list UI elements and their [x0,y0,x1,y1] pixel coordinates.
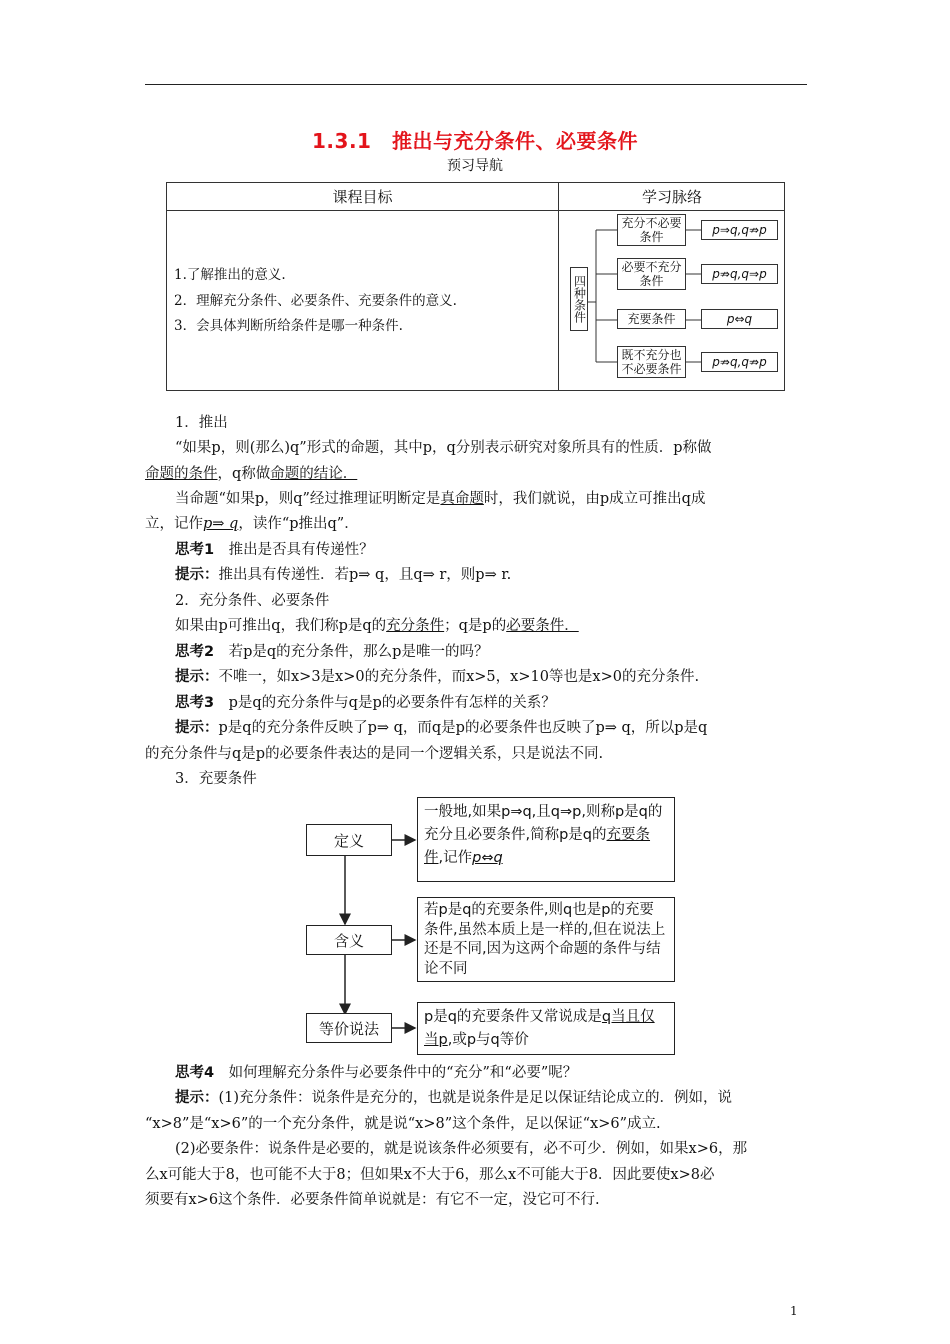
goal-item: 2．理解充分条件、必要条件、充要条件的意义. [174,293,457,309]
think-text: 若p是q的充分条件，那么p是唯一的吗？ [214,644,489,660]
s1-paragraph-line: “如果p，则(那么)q”形式的命题，其中p，q分别表示研究对象所具有的性质．p称做 [175,440,712,456]
s1-paragraph-line [145,487,807,513]
hint4-line: 须要有x>6这个条件．必要条件简单说就是：有它不一定，没它可不行. [145,1192,600,1208]
hint2 [145,665,807,691]
think-text: p是q的充分条件与q是p的必要条件有怎样的关系？ [214,695,556,711]
hint4-line: 么x可能大于8，也可能不大于8；但如果x不大于6，那么x不可能大于8．因此要使x>8必 [145,1167,715,1183]
hint-text: 不唯一，如x>3是x>0的充分条件，而x>5，x>10等也是x>0的充分条件. [218,669,700,685]
preview-table [166,182,785,391]
page-number: 1 [790,1304,798,1318]
think4 [145,1061,807,1087]
iff-notation: p⇔q [472,850,503,866]
column-header-context: 学习脉络 [641,188,702,206]
desc-text: 一般地,如果p⇒q,且q⇒p,则称p是q的充分且必要条件,简称p是q的 [424,804,663,843]
hint-label: 提示： [175,567,219,583]
section-title: 1.3.1 推出与充分条件、必要条件 [312,129,638,153]
text-fragment: 当命题“如果p，则q”经过推理证明断定是 [175,491,441,507]
s1-paragraph-line [145,462,807,488]
term-necessary: 必要条件． [506,618,579,634]
term-condition: 命题的条件 [145,466,218,482]
hint-text: (1)充分条件：说条件是充分的，也就是说条件是足以保证结论成立的．例如，说 [218,1090,733,1106]
text-fragment: ，读作“p推出q”． [238,516,359,532]
hint-label: 提示： [175,1090,219,1106]
text-fragment: ；q是p的 [444,618,507,634]
subtitle: 预习导航 [447,158,503,174]
think-label: 思考4 [175,1065,215,1081]
s3-heading: 3．充要条件 [175,771,257,787]
flow-definition-desc [417,797,675,882]
relation-sufficient-not-necessary: p⇒q,q⇏p [701,220,778,240]
term-iff: 充要条件 [424,827,651,866]
hint4-line: “x>8”是“x>6”的一个充分条件，就是说“x>8”这个条件，足以保证“x>6”成立. [145,1116,661,1132]
implication-notation: p⇒ q [203,516,239,532]
hint4 [145,1086,807,1112]
header-rule [145,84,807,85]
think1 [145,538,807,564]
branch-sufficient-and-necessary: 充要条件 [617,309,686,329]
think-text: 推出是否具有传递性？ [214,542,374,558]
flow-equivalent: 等价说法 [306,1013,392,1043]
branch-sufficient-not-necessary: 充分不必要条件 [617,214,686,246]
text-fragment: ，q称做 [217,466,271,482]
hint-label: 提示： [175,669,219,685]
flow-meaning: 含义 [306,925,392,955]
desc-text: p是q的充要条件又常说成是 [424,1009,602,1025]
hint-text: p是q的充分条件反映了p⇒ q，而q是p的必要条件也反映了p⇒ q，所以p是q [218,720,708,736]
term-true-proposition: 真命题 [440,491,484,507]
goal-item: 3．会具体判断所给条件是哪一种条件. [174,318,403,334]
hint4-line: (2)必要条件：说条件是必要的，就是说该条件必须要有，必不可少．例如，如果x>6，那 [175,1141,748,1157]
s2-heading: 2．充分条件、必要条件 [175,593,330,609]
relation-neither: p⇏q,q⇏p [701,352,778,372]
hint3-cont: 的充分条件与q是p的必要条件表达的是同一个逻辑关系，只是说法不同. [145,746,604,762]
think-label: 思考2 [175,644,215,660]
think3 [145,691,807,717]
hint3 [145,716,807,742]
column-header-goals: 课程目标 [332,188,393,206]
flow-meaning-desc: 若p是q的充要条件,则q也是p的充要条件,虽然本质上是一样的,但在说法上还是不同,因为这两个命题的条件与结论不同 [417,897,675,982]
relation-necessary-not-sufficient: p⇏q,q⇒p [701,264,778,284]
desc-text: ,记作 [438,850,473,866]
goal-item: 1.了解推出的意义. [174,267,286,283]
s2-paragraph-line [145,614,807,640]
hint1 [145,563,807,589]
branch-necessary-not-sufficient: 必要不充分条件 [617,258,686,290]
branch-neither: 既不充分也不必要条件 [617,346,686,378]
flow-definition: 定义 [306,824,392,856]
text-fragment: 如果由p可推出q，我们称p是q的 [175,618,387,634]
think-text: 如何理解充分条件与必要条件中的“充分”和“必要”呢？ [214,1065,578,1081]
s1-heading: 1．推出 [175,415,228,431]
hint-text: 推出具有传递性．若p⇒ q，且q⇒ r，则p⇒ r. [218,567,512,583]
relation-sufficient-and-necessary: p⇔q [701,309,778,329]
term-if-and-only-if: q当且仅当p [424,1009,655,1048]
text-fragment: 时，我们就说，由p成立可推出q成 [483,491,706,507]
desc-text: ,或p与q等价 [447,1032,529,1048]
term-conclusion: 命题的结论． [270,466,358,482]
text-fragment: 立，记作 [145,516,203,532]
root-four-conditions: 四种条件 [570,267,588,331]
think2 [145,640,807,666]
hint-label: 提示： [175,720,219,736]
flow-equivalent-desc [417,1002,675,1055]
think-label: 思考1 [175,542,215,558]
s1-paragraph-line [145,512,807,538]
term-sufficient: 充分条件 [386,618,445,634]
think-label: 思考3 [175,695,215,711]
